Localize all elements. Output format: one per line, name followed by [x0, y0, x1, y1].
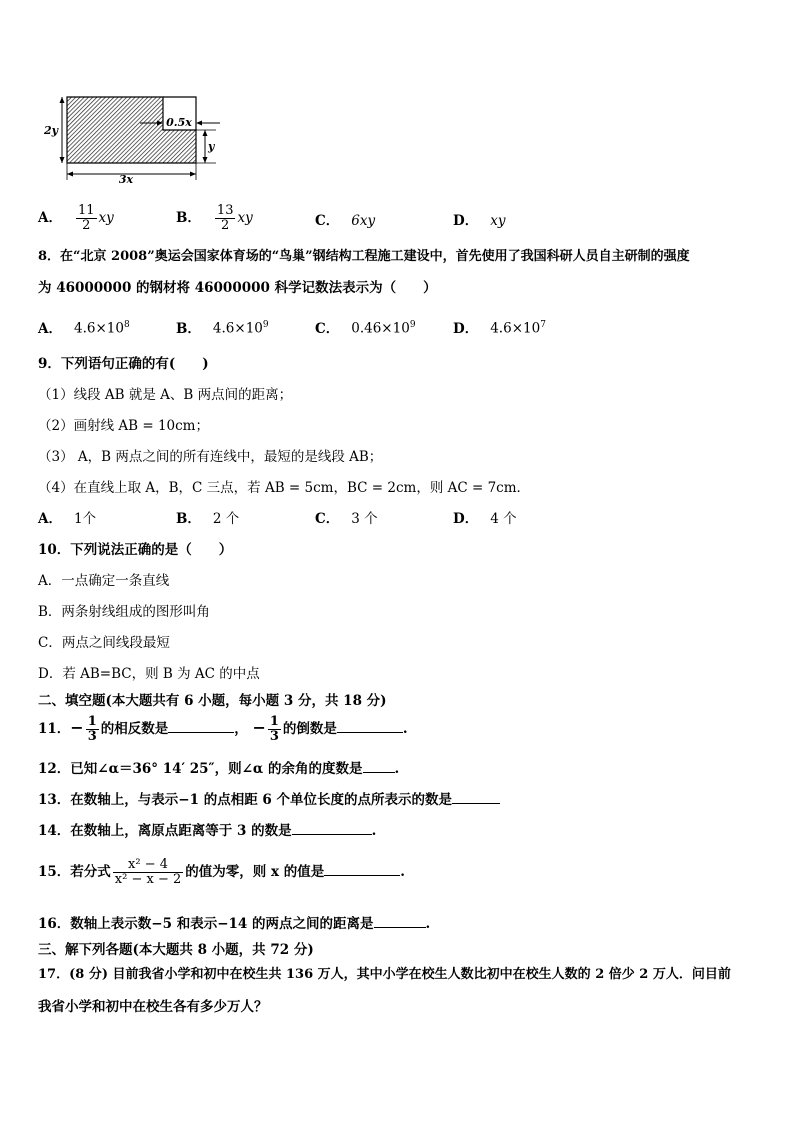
shaded-region [67, 97, 196, 163]
q12: 12．已知∠α＝36° 14′ 25″，则∠α 的余角的度数是 . [38, 761, 400, 777]
q17-line-2: 我省小学和初中在校生各有多少万人？ [38, 999, 268, 1015]
q7-option-c[interactable]: C． 6xy [315, 213, 376, 229]
q10-option-b[interactable]: B．两条射线组成的图形叫角 [38, 604, 210, 620]
q9-title: 9．下列语句正确的有( ) [38, 356, 209, 372]
q13: 13．在数轴上，与表示−1 的点相距 6 个单位长度的点所表示的数是 [38, 791, 500, 809]
rectangle-figure [40, 90, 280, 190]
q16-answer-blank[interactable] [374, 915, 426, 928]
q9-statement-3: （3） A，B 两点之间的所有连线中，最短的是线段 AB； [38, 449, 383, 465]
q9-option-d[interactable]: D． 4 个 [453, 511, 517, 527]
q10-option-a[interactable]: A．一点确定一条直线 [38, 573, 170, 589]
q9-statement-2: （2）画射线 AB = 10cm； [38, 418, 209, 434]
q13-answer-blank[interactable] [452, 791, 500, 804]
q14-answer-blank[interactable] [292, 822, 372, 835]
q7-option-b[interactable]: B． $\frac{13}{2}$ xy [176, 203, 253, 233]
q16: 16．数轴上表示数−5 和表示−14 的两点之间的距离是 . [38, 916, 431, 932]
q8-line-1: 8．在“北京 2008”奥运会国家体育场的“鸟巢”钢结构工程施工建设中，首先使用了我国科研人员自主研制的强度 [38, 249, 690, 264]
q8-option-d[interactable]: D． $4.6\times 10^7$ [453, 320, 546, 337]
q14: 14．在数轴上，离原点距离等于 3 的数是 . [38, 823, 377, 839]
q10-option-c[interactable]: C．两点之间线段最短 [38, 635, 170, 651]
q9-option-b[interactable]: B． 2 个 [176, 511, 240, 527]
q10-title: 10．下列说法正确的是（ ） [38, 542, 233, 558]
q9-statement-1: （1）线段 AB 就是 A、B 两点间的距离； [38, 387, 293, 403]
q15-answer-blank[interactable] [324, 863, 400, 876]
q11-answer-blank-2[interactable] [337, 720, 403, 733]
q8-option-c[interactable]: C． $0.46\times 10^9$ [315, 320, 416, 337]
q7-option-a[interactable]: A． $\frac{11}{2}$ xy [38, 203, 114, 233]
q17-line-1: 17．(8 分) 目前我省小学和初中在校生共 136 万人，其中小学在校生人数比初中在校生人数的 2 倍少 2 万人．问目前 [38, 967, 731, 982]
q9-option-c[interactable]: C． 3 个 [315, 511, 378, 527]
q9-option-a[interactable]: A． 1个 [38, 511, 97, 527]
label-2y: 2y [43, 124, 59, 137]
q8-option-b[interactable]: B． $4.6\times 10^9$ [176, 320, 269, 337]
q12-answer-blank[interactable] [363, 760, 395, 773]
q15: 15．若分式 $\frac{\text{x² − 4}}{\text{x² − x − 2}}$ 的值为零，则 x 的值是 . [38, 857, 405, 887]
label-y: y [208, 140, 215, 153]
q9-statement-4: （4）在直线上取 A，B，C 三点，若 AB = 5cm，BC = 2cm，则 AC = 7cm． [38, 480, 531, 496]
label-0-5x: 0.5x [166, 116, 192, 129]
q7-option-d[interactable]: D． xy [453, 213, 506, 229]
q8-line-2: 为 46000000 的钢材将 46000000 科学记数法表示为（ ） [38, 280, 437, 296]
q10-option-d[interactable]: D．若 AB=BC，则 B 为 AC 的中点 [38, 666, 260, 682]
q11-answer-blank-1[interactable] [168, 720, 234, 733]
section-3-heading: 三、解下列各题(本大题共 8 小题，共 72 分) [38, 942, 314, 958]
q11: 11．− $\frac{1}{3}$ 的相反数是 ， − $\frac{1}{3}$ 的倒数是 . [38, 714, 408, 744]
label-3x: 3x [118, 173, 134, 186]
q8-option-a[interactable]: A． $4.6\times 10^8$ [38, 320, 130, 337]
section-2-heading: 二、填空题(本大题共有 6 小题，每小题 3 分，共 18 分) [38, 693, 387, 709]
